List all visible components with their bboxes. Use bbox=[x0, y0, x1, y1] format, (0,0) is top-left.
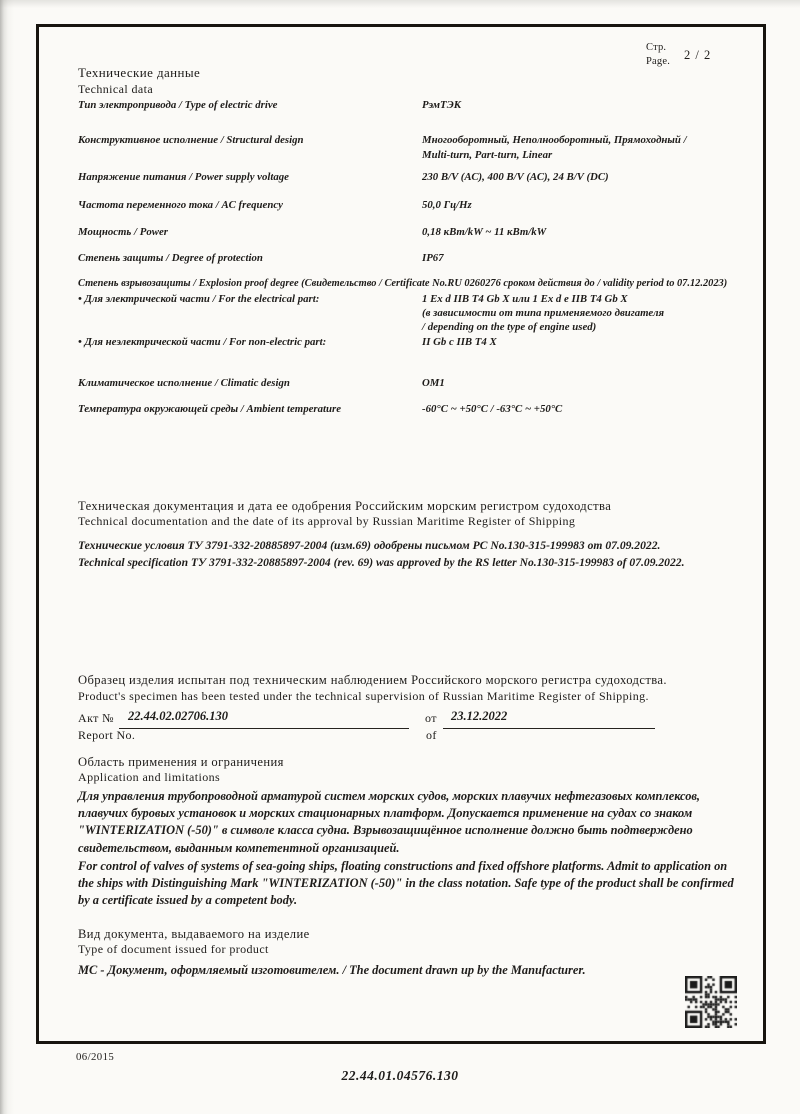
application-heading-en: Application and limitations bbox=[78, 770, 221, 784]
documentation-heading-en: Technical documentation and the date of its approval by Russian Maritime Register of Shipping bbox=[78, 514, 576, 528]
explosion-electrical-value: / depending on the type of engine used) bbox=[422, 321, 597, 333]
qr-code bbox=[685, 976, 737, 1028]
page-label-en: Page. bbox=[646, 56, 671, 67]
doc-type-value: МС - Документ, оформляемый изготовителем. / The document drawn up by the Manufacturer. bbox=[78, 963, 586, 977]
application-text-ru: Для управления трубопроводной арматурой систем морских судов, морских плавучих нефтегазовых комплексов, плавучих буровых установок и морских стационарных платформ. Допускается применение на судах со знаком "WINTERIZATION (-50)" в символе класса судна. Взрывозащищённое исполнение должно быть подтверждено свидетельством, выданным компетентной организацией. bbox=[78, 789, 701, 855]
spec-row-value: Multi-turn, Part-turn, Linear bbox=[422, 149, 553, 161]
technical-specification-ru: Технические условия ТУ 3791-332-20885897-2004 (изм.69) одобрены письмом РС No.130-315-199983 от 07.09.2022. bbox=[78, 539, 661, 552]
testing-statement-en: Product's specimen has been tested under the technical supervision of Russian Maritime Register of Shipping. bbox=[78, 689, 649, 703]
spec-row-value: Многооборотный, Неполнооборотный, Прямоходный / bbox=[422, 134, 687, 146]
explosion-electrical-value: (в зависимости от типа применяемого двигателя bbox=[422, 307, 665, 319]
date-label-ru: от bbox=[425, 711, 437, 725]
explosion-electrical-label: • Для электрической части / For the electrical part: bbox=[78, 293, 320, 305]
spec-row-label: Степень защиты / Degree of protection bbox=[78, 252, 263, 264]
application-heading-ru: Область применения и ограничения bbox=[78, 755, 284, 769]
application-text-en: For control of valves of systems of sea-going ships, floating constructions and fixed offshore platforms. Admit to application on the ships with Distinguishing Mark "WINTERIZATION (-50)" in the class notation. Safe type of the product shall be confirmed by a certificate issued by a competent body. bbox=[78, 859, 734, 908]
explosion-heading: Степень взрывозащиты / Explosion proof degree (Свидетельство / Certificate No.RU 0260276 сроком действия до / validity period to 07.12.2023) bbox=[78, 278, 728, 289]
scan-edge-shadow bbox=[0, 0, 14, 1114]
explosion-electrical-value: 1 Ex d IIB T4 Gb X или 1 Ex d e IIB T4 Gb X bbox=[422, 293, 628, 305]
page-number: 2 / 2 bbox=[684, 48, 712, 62]
spec-row-value: 230 В/V (АС), 400 В/V (АС), 24 В/V (DC) bbox=[422, 171, 609, 183]
section-title-ru: Технические данные bbox=[78, 65, 201, 80]
spec-row-value: 50,0 Гц/Hz bbox=[422, 199, 472, 211]
testing-statement-ru: Образец изделия испытан под техническим наблюдением Российского морского регистра судоходства. bbox=[78, 673, 667, 687]
technical-specification-en: Technical specification ТУ 3791-332-20885897-2004 (rev. 69) was approved by the RS letter No.130-315-199983 of 07.09.2022. bbox=[78, 556, 685, 569]
spec-row-value: IP67 bbox=[422, 252, 444, 264]
spec-row-value: РэмТЭК bbox=[422, 99, 462, 111]
scan-top-shadow bbox=[0, 0, 800, 8]
footer-form-revision: 06/2015 bbox=[76, 1051, 115, 1063]
qr-code-canvas bbox=[685, 976, 737, 1028]
ambient-label: Температура окружающей среды / Ambient temperature bbox=[78, 403, 341, 415]
spec-row-label: Напряжение питания / Power supply voltage bbox=[78, 171, 289, 183]
ambient-value: -60°C ~ +50°C / -63°C ~ +50°C bbox=[422, 403, 563, 415]
date-label-en: of bbox=[426, 728, 437, 742]
spec-row-value: 0,18 кВт/kW ~ 11 кВт/kW bbox=[422, 226, 547, 238]
documentation-heading-ru: Техническая документация и дата ее одобрения Российским морским регистром судоходства bbox=[78, 499, 612, 513]
report-label-ru: Акт № bbox=[78, 711, 115, 725]
spec-row-label: Конструктивное исполнение / Structural design bbox=[78, 134, 304, 146]
section-title-en: Technical data bbox=[78, 82, 154, 96]
doc-type-heading-ru: Вид документа, выдаваемого на изделие bbox=[78, 927, 310, 941]
report-date-value: 23.12.2022 bbox=[451, 709, 508, 723]
spec-row-label: Частота переменного тока / AC frequency bbox=[78, 199, 283, 211]
spec-row-label: Тип электропривода / Type of electric drive bbox=[78, 99, 278, 111]
report-number-underline bbox=[119, 728, 409, 729]
report-number-value: 22.44.02.02706.130 bbox=[128, 709, 228, 723]
explosion-nonelectric-value: II Gb c IIB T4 X bbox=[422, 336, 497, 348]
climatic-label: Климатическое исполнение / Climatic design bbox=[78, 377, 290, 389]
report-label-en: Report No. bbox=[78, 728, 136, 742]
spec-row-label: Мощность / Power bbox=[78, 226, 168, 238]
footer-document-number: 22.44.01.04576.130 bbox=[341, 1068, 459, 1083]
page-label-ru: Стр. bbox=[646, 42, 667, 53]
report-date-underline bbox=[443, 728, 655, 729]
explosion-nonelectric-label: • Для неэлектрической части / For non-electric part: bbox=[78, 336, 327, 348]
doc-type-heading-en: Type of document issued for product bbox=[78, 942, 269, 956]
climatic-value: ОМ1 bbox=[422, 377, 445, 389]
